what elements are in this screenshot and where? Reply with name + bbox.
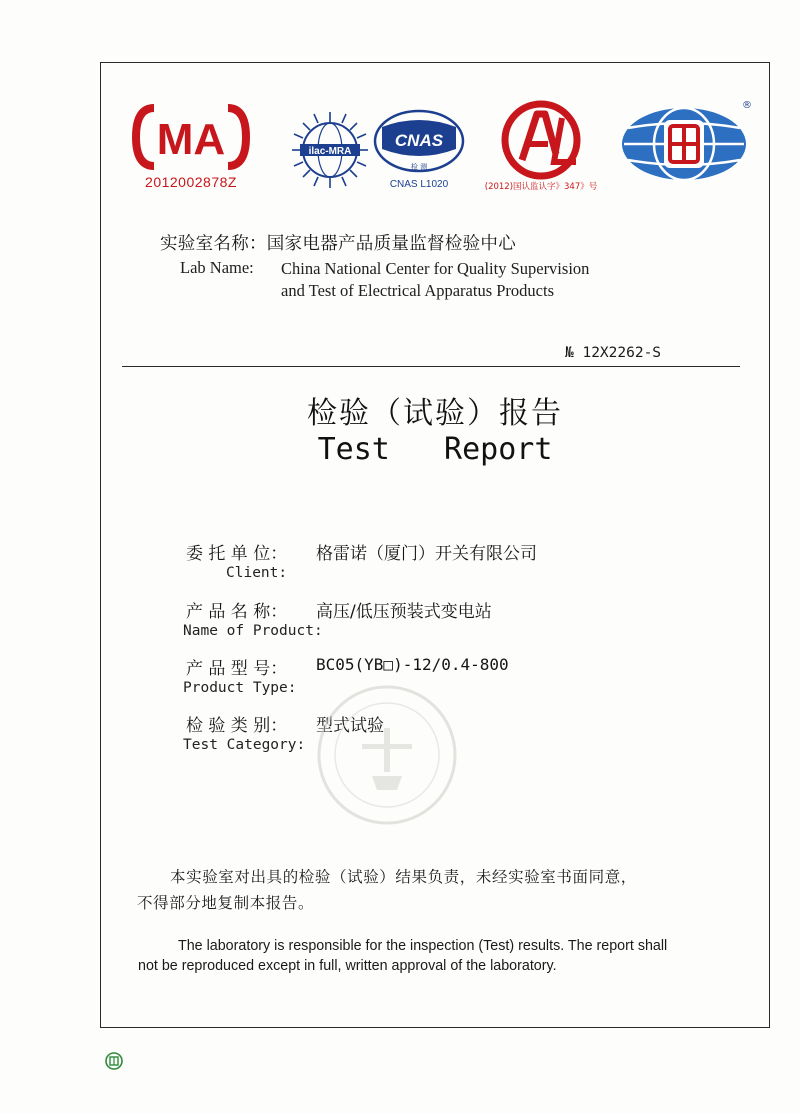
- lab-name-en-label: Lab Name:: [180, 258, 254, 277]
- cma-logo: [126, 100, 256, 196]
- product-type-value: BC05(YB□)-12/0.4-800: [316, 655, 509, 674]
- test-category-label-en: Test Category:: [183, 737, 306, 753]
- svg-text:ilac-MRA: ilac-MRA: [308, 146, 352, 157]
- test-category-label-cn: 检 验 类 别：: [186, 716, 288, 736]
- test-category-value: 型式试验: [316, 716, 384, 736]
- report-title-cn: 检验（试验）报告: [307, 396, 563, 431]
- cma-emblem-icon: [126, 100, 256, 174]
- cal-emblem-icon: [482, 100, 600, 180]
- registered-trademark-mark: ®: [742, 100, 752, 111]
- cnas-testing-label: 检 测: [410, 163, 428, 171]
- report-number-divider: [122, 366, 740, 367]
- svg-text:MA: MA: [156, 115, 226, 164]
- product-type-label-en: Product Type:: [183, 680, 297, 696]
- cnas-accreditation-number: CNAS L1020: [389, 179, 449, 190]
- cal-certificate-number: (2012)国认监认字》347》号: [484, 182, 598, 192]
- product-type-label-cn: 产 品 型 号：: [186, 659, 288, 679]
- product-name-value: 高压/低压预装式变电站: [316, 602, 492, 622]
- lab-name-cn: 实验室名称：国家电器产品质量监督检验中心: [160, 234, 516, 254]
- cnas-wordmark: CNAS: [394, 131, 444, 150]
- product-name-label-cn: 产 品 名 称：: [186, 602, 288, 622]
- client-value: 格雷诺（厦门）开关有限公司: [316, 544, 537, 564]
- lab-name-en: [281, 258, 589, 302]
- embossed-seal-icon: [302, 680, 472, 830]
- ilac-mra-logo: [288, 108, 372, 192]
- cal-logo: [482, 100, 600, 196]
- cnas-logo: [372, 105, 466, 195]
- lab-name-en-line2: and Test of Electrical Apparatus Products: [281, 281, 555, 300]
- ilac-mra-globe-icon: [288, 108, 372, 192]
- lab-name-en-line1: China National Center for Quality Supervision: [281, 259, 590, 278]
- statement-cn-line1: 本实验室对出具的检验（试验）结果负责，未经实验室书面同意，: [170, 868, 637, 886]
- report-title-en: Test Report: [317, 432, 553, 467]
- statement-cn-line2: 不得部分地复制本报告。: [137, 894, 315, 912]
- statement-en-line1: The laboratory is responsible for the inspection (Test) results. The report shall: [178, 938, 668, 954]
- product-name-label-en: Name of Product:: [183, 623, 323, 639]
- globe-emblem-icon: [618, 104, 752, 184]
- globe-trademark-logo: [618, 100, 752, 184]
- print-stamp-icon: [104, 1051, 124, 1071]
- statement-en-line2: not be reproduced except in full, written approval of the laboratory.: [138, 958, 557, 974]
- cma-certificate-number: 2012002878Z: [145, 174, 237, 190]
- client-label-cn: 委 托 单 位：: [186, 544, 288, 564]
- report-number: № 12X2262-S: [565, 345, 662, 361]
- client-label-en: Client:: [226, 565, 288, 581]
